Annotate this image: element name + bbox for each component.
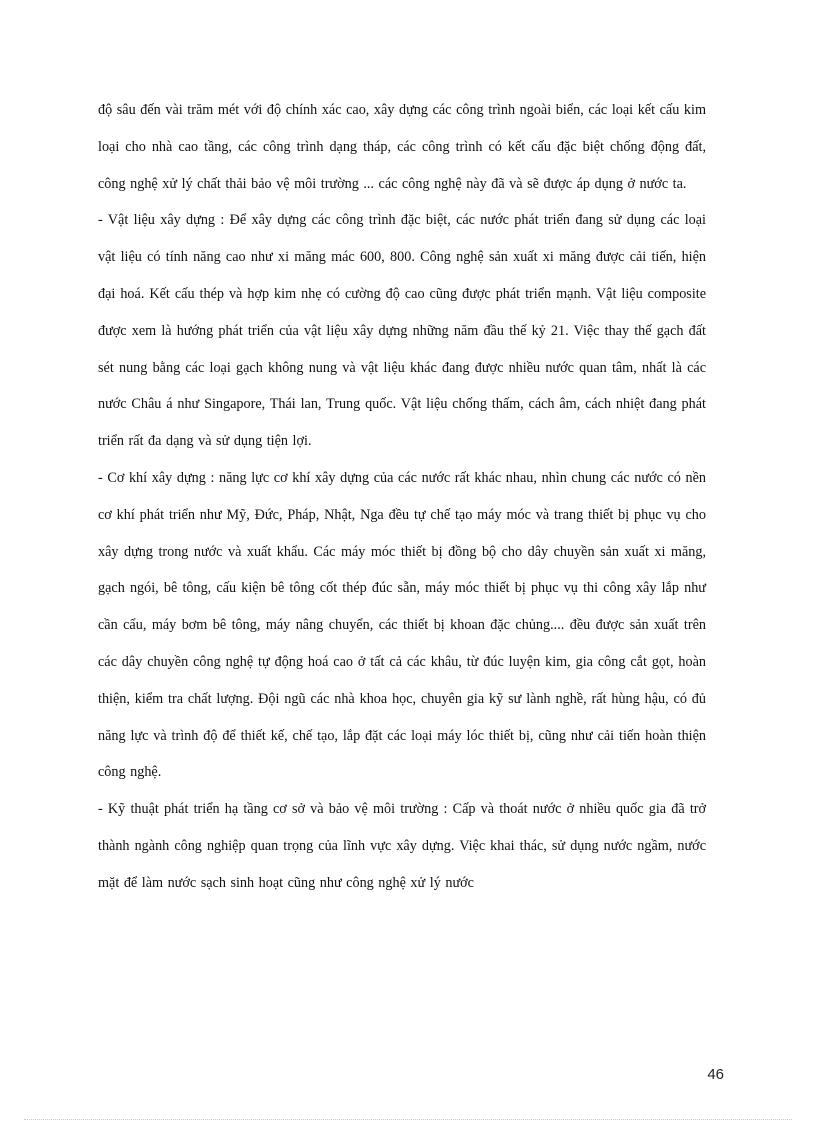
paragraph-mechanics: - Cơ khí xây dựng : năng lực cơ khí xây dựng của các nước rất khác nhau, nhìn chung các nước có nền cơ khí phát triển như Mỹ, Đức, Pháp, Nhật, Nga đều tự chế tạo máy móc và trang thiết bị phục vụ cho xây dựng trong nước và xuất khẩu. Các máy móc thiết bị đồng bộ cho dây chuyền sản xuất xi măng, gạch ngói, bê tông, cấu kiện bê tông cốt thép đúc sẵn, máy móc thiết bị phục vụ thi công xây lắp như cần cẩu, máy bơm bê tông, máy nâng chuyển, các thiết bị khoan đặc chủng.... đều được sản xuất trên các dây chuyền công nghệ tự động hoá cao ở tất cả các khâu, từ đúc luyện kim, gia công cắt gọt, hoàn thiện, kiểm tra chất lượng. Đội ngũ các nhà khoa học, chuyên gia kỹ sư lành nghề, rất hùng hậu, có đủ năng lực và trình độ để thiết kế, chế tạo, lắp đặt các loại máy lóc thiết bị, cũng như cải tiến hoàn thiện công nghệ. [98, 469, 706, 781]
page-number: 46 [707, 1066, 724, 1083]
body-text [98, 92, 706, 902]
paragraph-materials: - Vật liệu xây dựng : Để xây dựng các công trình đặc biệt, các nước phát triển đang sử dụng các loại vật liệu có tính năng cao như xi măng mác 600, 800. Công nghệ sản xuất xi măng được cải tiến, hiện đại hoá. Kết cấu thép và hợp kim nhẹ có cường độ cao cũng được phát triển mạnh. Vật liệu composite được xem là hướng phát triển của vật liệu xây dựng những năm đầu thế kỷ 21. Việc thay thế gạch đất sét nung bằng các loại gạch không nung và vật liệu khác đang được nhiều nước quan tâm, nhất là các nước Châu á như Singapore, Thái lan, Trung quốc. Vật liệu chống thấm, cách âm, cách nhiệt đang phát triển rất đa dạng và sử dụng tiện lợi. [98, 212, 706, 450]
paragraph-infrastructure: - Kỹ thuật phát triển hạ tầng cơ sở và bảo vệ môi trường : Cấp và thoát nước ở nhiều quốc gia đã trở thành ngành công nghiệp quan trọng của lĩnh vực xây dựng. Việc khai thác, sử dụng nước ngầm, nước mặt để làm nước sạch sinh hoạt cũng như công nghệ xử lý nước [98, 801, 706, 891]
page-bottom-divider [24, 1119, 792, 1120]
paragraph-1: độ sâu đến vài trăm mét với độ chính xác cao, xây dựng các công trình ngoài biển, các loại kết cấu kim loại cho nhà cao tầng, các công trình dạng tháp, các công trình có kết cấu đặc biệt chống động đất, công nghệ xử lý chất thải bảo vệ môi trường ... các công nghệ này đã và sẽ được áp dụng ở nước ta. [98, 102, 706, 192]
